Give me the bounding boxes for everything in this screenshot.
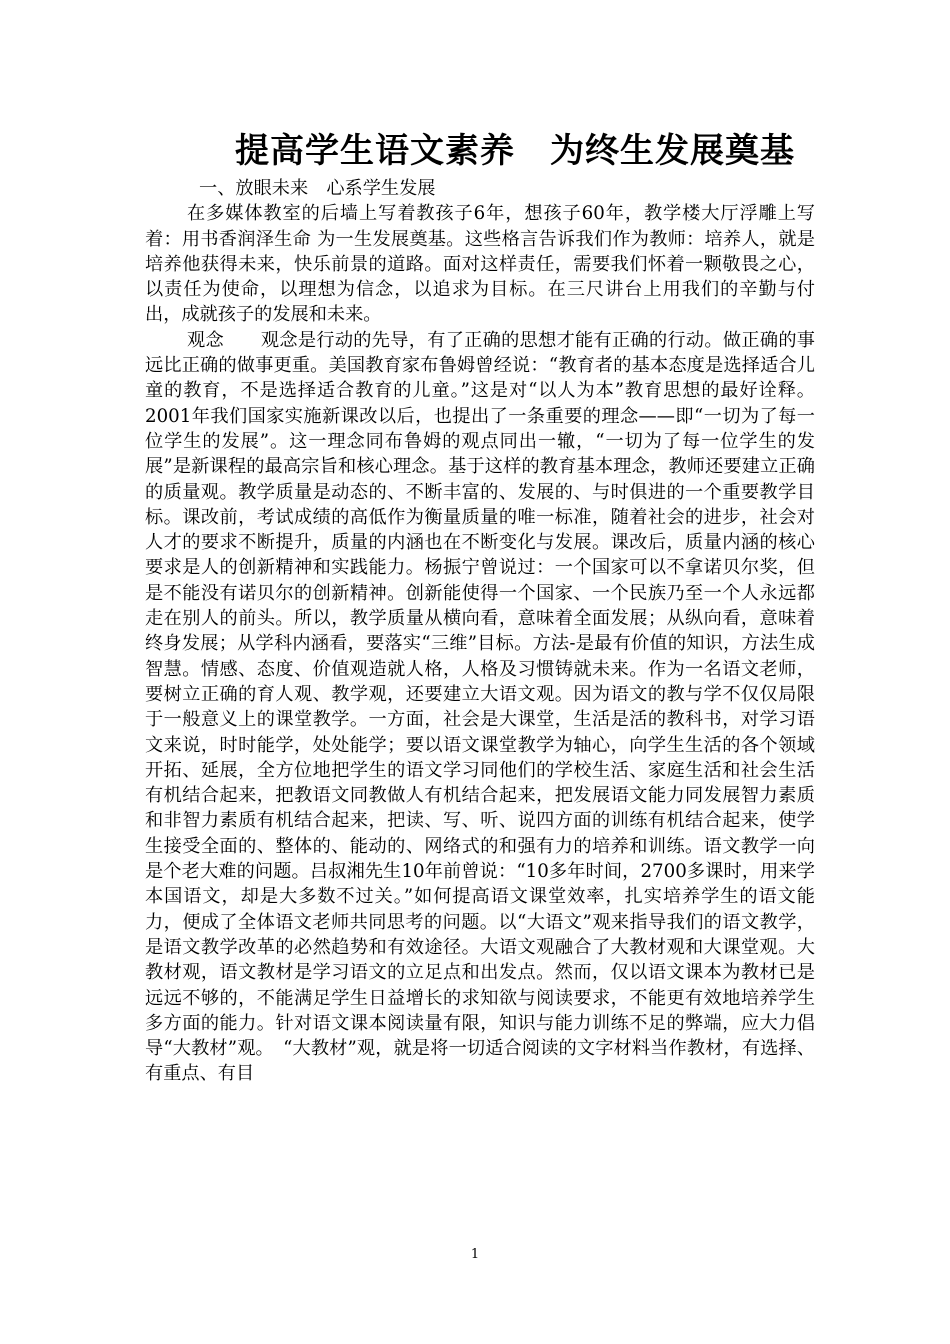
document-title: 提高学生语文素养 为终生发展奠基 [235,131,795,171]
section-heading: 一、放眼未来 心系学生发展 [199,178,436,199]
paragraph-intro: 在多媒体教室的后墙上写着教孩子6年，想孩子60年，教学楼大厅浮雕上写着：用书香润泽生命 为一生发展奠基。这些格言告诉我们作为教师：培养人，就是培养他获得未来，快乐前景的道路。面对这样责任，需要我们怀着一颗敬畏之心，以责任为使命，以理想为信念，以追求为目标。在三尺讲台上用我们的辛勤与付出，成就孩子的发展和未来。 [145,203,815,326]
page-number: 1 [470,1247,480,1262]
document-body [145,176,815,1087]
paragraph-concept: 观念 观念是行动的先导，有了正确的思想才能有正确的行动。做正确的事远比正确的做事更重。美国教育家布鲁姆曾经说：“教育者的基本态度是选择适合儿童的教育，不是选择适合教育的儿童。”这是对“以人为本”教育思想的最好诠释。2001年我们国家实施新课改以后，也提出了一条重要的理念——即“一切为了每一位学生的发展”。这一理念同布鲁姆的观点同出一辙，“一切为了每一位学生的发展”是新课程的最高宗旨和核心理念。基于这样的教育基本理念，教师还要建立正确的质量观。教学质量是动态的、不断丰富的、发展的、与时俱进的一个重要教学目标。课改前，考试成绩的高低作为衡量质量的唯一标准，随着社会的进步，社会对人才的要求不断提升，质量的内涵也在不断变化与发展。课改后，质量内涵的核心要求是人的创新精神和实践能力。杨振宁曾说过：一个国家可以不拿诺贝尔奖，但是不能没有诺贝尔的创新精神。创新能使得一个国家、一个民族乃至一个人永远都走在别人的前头。所以，教学质量从横向看，意味着全面发展；从纵向看，意味着终身发展；从学科内涵看，要落实“三维”目标。方法-是最有价值的知识，方法生成智慧。情感、态度、价值观造就人格，人格及习惯铸就未来。作为一名语文老师，要树立正确的育人观、教学观，还要建立大语文观。因为语文的教与学不仅仅局限于一般意义上的课堂教学。一方面，社会是大课堂，生活是活的教科书，对学习语文来说，时时能学，处处能学；要以语文课堂教学为轴心，向学生生活的各个领域开拓、延展，全方位地把学生的语文学习同他们的学校生活、家庭生活和社会生活有机结合起来，把教语文同教做人有机结合起来，把发展语文能力同发展智力素质和非智力素质有机结合起来，把读、写、听、说四方面的训练有机结合起来，使学生接受全面的、整体的、能动的、网络式的和强有力的培养和训练。语文教学一向是个老大难的问题。吕叔湘先生10年前曾说：“10多年时间，2700多课时，用来学本国语文，却是大多数不过关。”如何提高语文课堂效率，扎实培养学生的语文能力，便成了全体语文老师共同思考的问题。以“大语文”观来指导我们的语文教学，是语文教学改革的必然趋势和有效途径。大语文观融合了大教材观和大课堂观。大教材观，语文教材是学习语文的立足点和出发点。然而，仅以语文课本为教材已是远远不够的，不能满足学生日益增长的求知欲与阅读要求，不能更有效地培养学生多方面的能力。针对语文课本阅读量有限，知识与能力训练不足的弊端，应大力倡导“大教材”观。 “大教材”观，就是将一切适合阅读的文字材料当作教材，有选择、有重点、有目 [145,329,815,1085]
